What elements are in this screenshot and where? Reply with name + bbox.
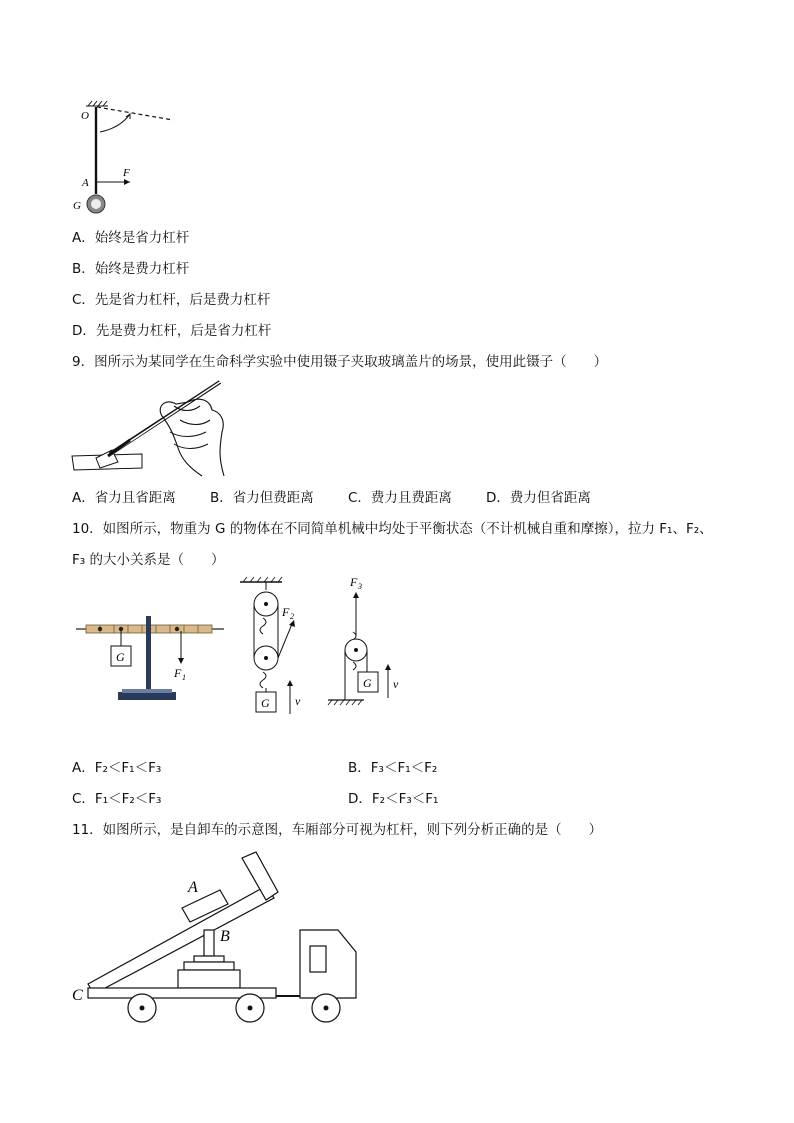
balance-lever bbox=[76, 616, 224, 700]
svg-text:1: 1 bbox=[182, 673, 186, 682]
svg-text:G: G bbox=[363, 676, 372, 690]
q11-stem: 11．如图所示，是自卸车的示意图，车厢部分可视为杠杆，则下列分析正确的是（ ） bbox=[72, 822, 603, 838]
dashed-lever-position bbox=[97, 107, 173, 120]
hydraulic-cylinder bbox=[204, 930, 214, 956]
truck-cab bbox=[300, 930, 356, 998]
tweezers-figure bbox=[70, 376, 230, 480]
svg-text:G: G bbox=[116, 650, 125, 664]
pulley-block bbox=[240, 577, 301, 714]
svg-text:2: 2 bbox=[290, 612, 294, 621]
q10-option-c[interactable]: C．F₁＜F₂＜F₃ bbox=[72, 791, 162, 807]
label-f2: F bbox=[282, 605, 290, 619]
label-f1: F bbox=[174, 666, 182, 680]
q9-option-b[interactable]: B．省力但费距离 bbox=[210, 490, 314, 506]
q8-option-c[interactable]: C．先是省力杠杆，后是费力杠杆 bbox=[72, 292, 271, 308]
q9-option-c[interactable]: C．费力且费距离 bbox=[348, 490, 452, 506]
q8-option-a[interactable]: A．始终是省力杠杆 bbox=[72, 230, 190, 246]
ceiling-hatch bbox=[86, 101, 108, 106]
svg-text:3: 3 bbox=[358, 582, 362, 591]
rotation-arc bbox=[100, 114, 130, 132]
label-c: C bbox=[72, 987, 83, 1004]
label-f: F bbox=[123, 167, 130, 179]
hand bbox=[160, 399, 224, 476]
label-g: G bbox=[73, 200, 81, 212]
label-o: O bbox=[81, 110, 89, 122]
q8-option-b[interactable]: B．始终是费力杠杆 bbox=[72, 261, 190, 277]
label-f3: F bbox=[350, 575, 358, 589]
label-a-truck: A bbox=[188, 879, 198, 896]
label-v-2: v bbox=[393, 677, 399, 691]
movable-pulley bbox=[328, 575, 399, 705]
q9-stem: 9．图所示为某同学在生命科学实验中使用镊子夹取玻璃盖片的场景，使用此镊子（ ） bbox=[72, 354, 608, 370]
label-v-1: v bbox=[295, 694, 301, 708]
lever-pendulum-figure bbox=[70, 98, 180, 218]
q10-option-b[interactable]: B．F₃＜F₁＜F₂ bbox=[348, 760, 438, 776]
q10-option-d[interactable]: D．F₂＜F₃＜F₁ bbox=[348, 791, 439, 807]
q9-option-a[interactable]: A．省力且省距离 bbox=[72, 490, 176, 506]
q9-option-d[interactable]: D．费力但省距离 bbox=[486, 490, 591, 506]
q10-stem-line2: F₃ 的大小关系是（ ） bbox=[72, 552, 225, 568]
q10-option-a[interactable]: A．F₂＜F₁＜F₃ bbox=[72, 760, 162, 776]
cab-window bbox=[310, 946, 326, 972]
label-a: A bbox=[82, 177, 89, 189]
dump-truck-figure bbox=[70, 848, 370, 1028]
label-b: B bbox=[220, 928, 230, 945]
svg-text:G: G bbox=[261, 696, 270, 710]
q10-stem-line1: 10．如图所示，物重为 G 的物体在不同简单机械中均处于平衡状态（不计机械自重和摩擦），拉力 F₁、F₂、 bbox=[72, 521, 713, 537]
simple-machines-figure bbox=[70, 574, 410, 724]
q8-option-d[interactable]: D．先是费力杠杆，后是省力杠杆 bbox=[72, 323, 272, 339]
